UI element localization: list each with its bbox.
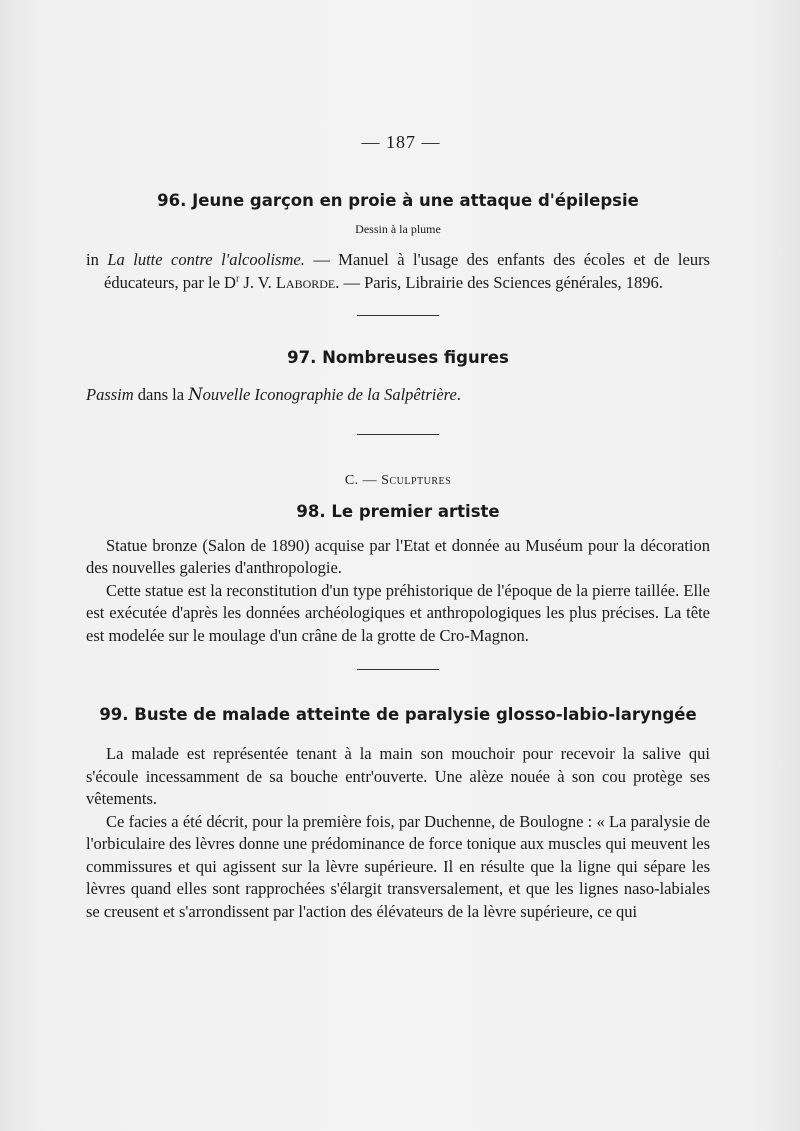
page-content — [86, 128, 710, 923]
entry-96-work-title: La lutte contre l'alcoolisme. — [107, 250, 305, 269]
entry-99-paragraph: Ce facies a été décrit, pour la première fois, par Duchenne, de Boulogne : « La paralysie de l'orbiculaire des lèvres donne une prédominance de force tonique aux muscles qui meuvent les commissures et qui agissent sur la lèvre supérieure. Il en résulte que la ligne qui sépare les lèvres quand elles sont rapprochées s'élargit transversalement, et que les lignes naso-labiales se creusent et s'arrondissent par l'action des élévateurs de la lèvre supérieure, ce qui — [86, 811, 710, 921]
entry-96-author: Laborde — [275, 272, 336, 292]
entry-96-title: 96. Jeune garçon en proie à une attaque d'épilepsie — [157, 191, 639, 210]
entry-97-title: 97. Nombreuses figures — [287, 348, 509, 367]
section-heading-sculptures: C. — Sculptures — [344, 472, 452, 488]
divider-rule — [357, 669, 439, 670]
entry-96-subtitle: Dessin à la plume — [355, 222, 441, 236]
entry-97-text: Passim dans la Nouvelle Iconographie de la Salpêtrière. — [86, 385, 461, 404]
entry-98-paragraph: Statue bronze (Salon de 1890) acquise par l'Etat et donnée au Muséum pour la décoration des nouvelles galeries d'anthropologie. — [86, 535, 710, 577]
page-number: — 187 — — [361, 132, 441, 152]
entry-96-reference: in La lutte contre l'alcoolisme. — Manuel à l'usage des enfants des écoles et de leurs éducateurs, par le $D^r$ J. V. Laborde. — Paris, Librairie des Sciences générales, 1896. — [86, 250, 710, 292]
divider-rule — [357, 434, 439, 435]
entry-99-title: 99. Buste de malade atteinte de paralysie glosso-labio-laryngée — [99, 705, 697, 724]
entry-99-paragraph: La malade est représentée tenant à la main son mouchoir pour recevoir la salive qui s'écoule incessamment de sa bouche entr'ouverte. Une alèze nouée à son cou protège ses vêtements. — [86, 744, 710, 808]
entry-98-title: 98. Le premier artiste — [296, 501, 500, 521]
divider-rule — [357, 315, 439, 316]
entry-98-paragraph: Cette statue est la reconstitution d'un type préhistorique de l'époque de la pierre taillée. Elle est exécutée d'après les données archéologiques et anthropologiques les plus précises. La tête est modelée sur le moulage d'un crâne de la grotte de Cro-Magnon. — [86, 580, 710, 645]
